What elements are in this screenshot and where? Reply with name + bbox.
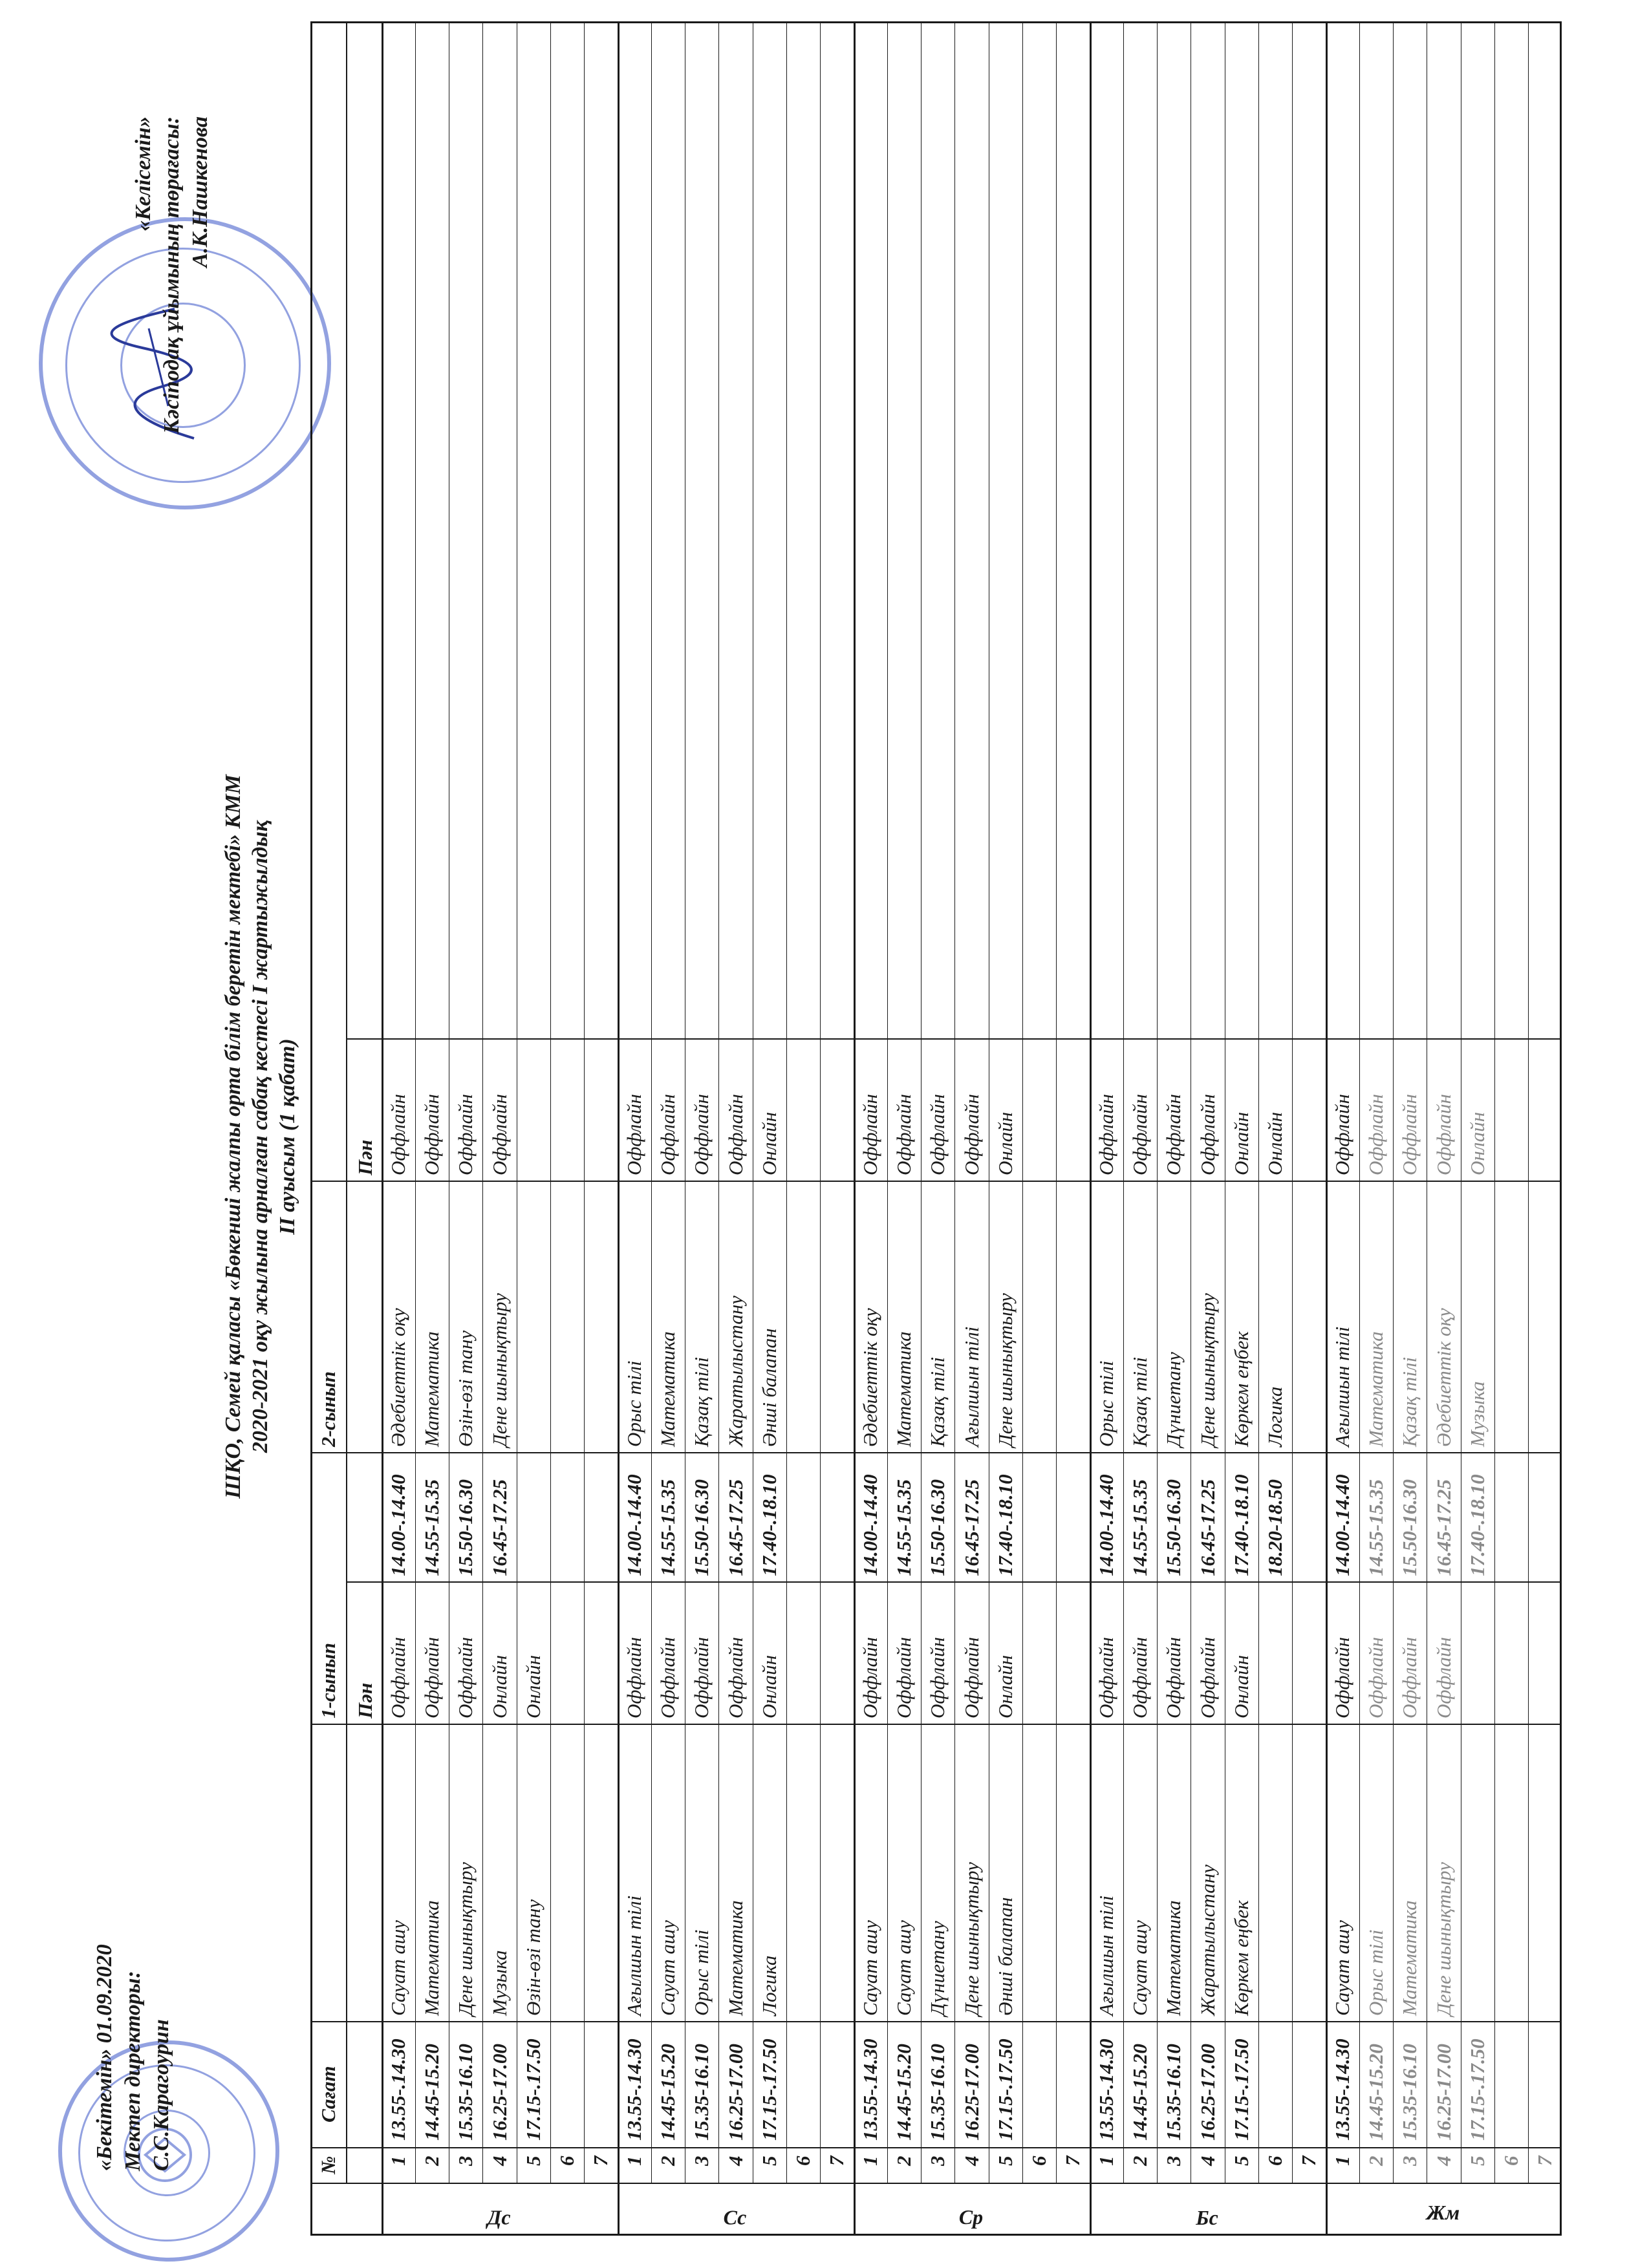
class-1-format: Оффлайн bbox=[1432, 1637, 1455, 1718]
class-1-format: Оффлайн bbox=[960, 1637, 983, 1718]
class-2-subject: Дүниетану bbox=[1162, 1352, 1185, 1447]
class-1-time: 16.25-17.00 bbox=[488, 2044, 511, 2141]
class-2-time: 16.45-17.25 bbox=[960, 1479, 983, 1576]
table-rule bbox=[382, 21, 383, 2236]
class-1-time: 16.25-17.00 bbox=[960, 2044, 983, 2141]
class-2-time: 14.00-.14.40 bbox=[1331, 1474, 1354, 1576]
class-1-time: 15.35-16.10 bbox=[1162, 2044, 1185, 2141]
class-2-format: Оффлайн bbox=[454, 1094, 477, 1175]
day-label: Сс bbox=[723, 2205, 746, 2229]
table-rule bbox=[1494, 21, 1495, 2184]
table-rule bbox=[310, 21, 1562, 23]
class-2-time: 14.00-.14.40 bbox=[387, 1474, 410, 1576]
table-rule bbox=[887, 21, 888, 2184]
class-1-time: 17.15-.17.50 bbox=[757, 2038, 781, 2141]
class-1-time: 17.15-.17.50 bbox=[1229, 2038, 1253, 2141]
row-number: 6 bbox=[1027, 2156, 1050, 2166]
class-1-format: Онлайн bbox=[521, 1654, 544, 1718]
table-rule bbox=[346, 21, 347, 2184]
class-2-format: Оффлайн bbox=[690, 1094, 713, 1175]
day-label: Дс bbox=[486, 2205, 511, 2229]
row-number: 1 bbox=[1331, 2156, 1354, 2166]
class-1-format: Оффлайн bbox=[1398, 1637, 1421, 1718]
class-2-time: 15.50-16.30 bbox=[1162, 1479, 1185, 1576]
row-number: 2 bbox=[892, 2156, 916, 2166]
class-1-subject: Жаратылыстану bbox=[1196, 1865, 1219, 2016]
table-rule bbox=[786, 21, 787, 2184]
class-1-subject: Әнші балапан bbox=[993, 1897, 1017, 2016]
row-number: 7 bbox=[1297, 2156, 1320, 2166]
header-no: № bbox=[317, 2156, 339, 2174]
class-1-subject: Ағылшын тілі bbox=[623, 1895, 646, 2016]
class-1-time: 16.25-17.00 bbox=[1196, 2044, 1219, 2141]
row-number: 4 bbox=[960, 2156, 983, 2166]
agree-line-2: Кәсіподақ ұйымының төрағасы: bbox=[160, 116, 184, 434]
class-2-subject: Әдебиеттік оқу bbox=[387, 1308, 410, 1447]
row-number: 2 bbox=[1364, 2156, 1388, 2166]
title-line-3: ІІ ауысым (1 қабат) bbox=[275, 1038, 299, 1235]
row-number: 4 bbox=[1432, 2156, 1455, 2166]
class-2-format: Оффлайн bbox=[488, 1094, 511, 1175]
approval-block bbox=[91, 1944, 176, 2171]
row-number: 6 bbox=[1263, 2156, 1286, 2166]
class-1-subject: Орыс тілі bbox=[690, 1929, 713, 2016]
approve-line-3: С.С.Карагоурин bbox=[149, 2019, 173, 2171]
class-2-format: Оффлайн bbox=[1095, 1094, 1118, 1175]
class-2-time: 16.45-17.25 bbox=[1196, 1479, 1219, 1576]
row-number: 5 bbox=[757, 2156, 781, 2166]
class-1-format: Оффлайн bbox=[926, 1637, 949, 1718]
table-rule bbox=[310, 2147, 1562, 2148]
class-1-format: Оффлайн bbox=[454, 1637, 477, 1718]
table-rule bbox=[954, 21, 955, 2184]
table-rule bbox=[584, 21, 585, 2184]
class-2-format: Онлайн bbox=[993, 1111, 1017, 1175]
table-rule bbox=[1393, 21, 1394, 2184]
class-2-time: 15.50-16.30 bbox=[454, 1479, 477, 1576]
table-rule bbox=[482, 21, 483, 2184]
row-number: 5 bbox=[1465, 2156, 1489, 2166]
class-2-format: Оффлайн bbox=[1432, 1094, 1455, 1175]
class-2-format: Оффлайн bbox=[960, 1094, 983, 1175]
class-2-format: Оффлайн bbox=[1162, 1094, 1185, 1175]
table-rule bbox=[346, 1581, 1562, 1583]
class-1-format: Оффлайн bbox=[859, 1637, 882, 1718]
class-1-subject: Дүниетану bbox=[926, 1921, 949, 2016]
table-rule bbox=[310, 2021, 1562, 2022]
class-1-format: Оффлайн bbox=[1364, 1637, 1388, 1718]
header-time: Сағат bbox=[317, 2066, 339, 2123]
table-rule bbox=[1056, 21, 1057, 2184]
class-1-time: 17.15-.17.50 bbox=[1465, 2038, 1489, 2141]
class-1-time: 14.45-15.20 bbox=[420, 2044, 444, 2141]
class-2-format: Оффлайн bbox=[387, 1094, 410, 1175]
header-subject-1: Пән bbox=[354, 1682, 376, 1718]
class-2-format: Оффлайн bbox=[1398, 1094, 1421, 1175]
row-number: 7 bbox=[1061, 2156, 1084, 2166]
class-2-time: 14.55-15.35 bbox=[1128, 1479, 1152, 1576]
class-1-time: 13.55-.14.30 bbox=[1095, 2038, 1118, 2141]
class-2-subject: Қазақ тілі bbox=[690, 1356, 713, 1447]
table-rule bbox=[310, 2183, 1562, 2184]
class-1-subject: Дене шынықтыру bbox=[960, 1862, 983, 2016]
class-2-format: Оффлайн bbox=[724, 1094, 747, 1175]
row-number: 1 bbox=[387, 2156, 410, 2166]
class-1-subject: Көркем еңбек bbox=[1229, 1900, 1253, 2016]
class-2-subject: Дене шынықтыру bbox=[1196, 1293, 1219, 1447]
class-1-time: 13.55-.14.30 bbox=[1331, 2038, 1354, 2141]
class-1-format: Оффлайн bbox=[387, 1637, 410, 1718]
class-1-subject: Өзін-өзі тану bbox=[521, 1899, 544, 2016]
class-1-format: Оффлайн bbox=[892, 1637, 916, 1718]
class-1-subject: Математика bbox=[420, 1900, 444, 2016]
class-2-subject: Жаратылыстану bbox=[724, 1296, 747, 1447]
class-2-time: 14.55-15.35 bbox=[420, 1479, 444, 1576]
class-1-time: 14.45-15.20 bbox=[892, 2044, 916, 2141]
class-1-format: Оффлайн bbox=[1162, 1637, 1185, 1718]
row-number: 7 bbox=[1533, 2156, 1556, 2166]
row-number: 3 bbox=[690, 2156, 713, 2166]
row-number: 7 bbox=[588, 2156, 612, 2166]
class-2-time: 17.40-.18.10 bbox=[1229, 1474, 1253, 1576]
class-2-format: Оффлайн bbox=[1331, 1094, 1354, 1175]
class-1-subject: Сауат ашу bbox=[1128, 1920, 1152, 2016]
class-1-format: Оффлайн bbox=[1196, 1637, 1219, 1718]
class-1-subject: Орыс тілі bbox=[1364, 1929, 1388, 2016]
class-2-subject: Қазақ тілі bbox=[926, 1356, 949, 1447]
class-2-subject: Математика bbox=[420, 1331, 444, 1447]
table-rule bbox=[618, 21, 620, 2236]
class-1-time: 13.55-.14.30 bbox=[623, 2038, 646, 2141]
class-1-format: Оффлайн bbox=[656, 1637, 680, 1718]
class-2-time: 16.45-17.25 bbox=[488, 1479, 511, 1576]
class-2-format: Оффлайн bbox=[420, 1094, 444, 1175]
class-1-format: Онлайн bbox=[757, 1654, 781, 1718]
class-2-time: 14.00-.14.40 bbox=[623, 1474, 646, 1576]
approve-line-1: «Бекітемін» 01.09.2020 bbox=[92, 1944, 116, 2171]
timetable bbox=[310, 21, 1562, 2236]
class-2-subject: Математика bbox=[1364, 1331, 1388, 1447]
row-number: 6 bbox=[555, 2156, 578, 2166]
class-2-time: 14.55-15.35 bbox=[656, 1479, 680, 1576]
class-2-subject: Логика bbox=[1263, 1386, 1286, 1447]
class-1-format: Онлайн bbox=[488, 1654, 511, 1718]
class-2-time: 15.50-16.30 bbox=[690, 1479, 713, 1576]
table-rule bbox=[415, 21, 416, 2184]
table-rule bbox=[1292, 21, 1293, 2184]
class-2-subject: Дене шынықтыру bbox=[488, 1293, 511, 1447]
row-number: 1 bbox=[859, 2156, 882, 2166]
row-number: 1 bbox=[1095, 2156, 1118, 2166]
row-number: 3 bbox=[1162, 2156, 1185, 2166]
table-rule bbox=[550, 21, 551, 2184]
table-rule bbox=[820, 21, 821, 2184]
table-rule bbox=[1022, 21, 1023, 2184]
title-line-2: 2020-2021 оқу жылына арналған сабақ кестесі І жартыжылдық bbox=[248, 820, 272, 1453]
class-2-time: 14.55-15.35 bbox=[1364, 1479, 1388, 1576]
row-number: 4 bbox=[1196, 2156, 1219, 2166]
class-2-format: Оффлайн bbox=[926, 1094, 949, 1175]
table-rule bbox=[718, 21, 719, 2184]
class-1-subject: Сауат ашу bbox=[387, 1920, 410, 2016]
class-2-time: 18.20-18.50 bbox=[1263, 1479, 1286, 1576]
row-number: 5 bbox=[993, 2156, 1017, 2166]
class-1-time: 14.45-15.20 bbox=[1128, 2044, 1152, 2141]
class-1-format: Оффлайн bbox=[623, 1637, 646, 1718]
row-number: 4 bbox=[724, 2156, 747, 2166]
class-2-format: Онлайн bbox=[757, 1111, 781, 1175]
class-2-subject: Қазақ тілі bbox=[1398, 1356, 1421, 1447]
table-rule bbox=[1123, 21, 1124, 2184]
class-2-format: Оффлайн bbox=[1128, 1094, 1152, 1175]
class-1-format: Оффлайн bbox=[1095, 1637, 1118, 1718]
class-1-format: Оффлайн bbox=[724, 1637, 747, 1718]
class-2-time: 17.40-.18.10 bbox=[757, 1474, 781, 1576]
class-1-format: Онлайн bbox=[1229, 1654, 1253, 1718]
row-number: 7 bbox=[824, 2156, 848, 2166]
class-1-time: 14.45-15.20 bbox=[656, 2044, 680, 2141]
table-rule bbox=[651, 21, 652, 2184]
class-2-format: Оффлайн bbox=[623, 1094, 646, 1175]
document-title bbox=[220, 587, 301, 1686]
table-rule bbox=[1326, 21, 1328, 2236]
class-2-subject: Математика bbox=[656, 1331, 680, 1447]
row-number: 4 bbox=[488, 2156, 511, 2166]
class-1-subject: Математика bbox=[724, 1900, 747, 2016]
table-rule bbox=[310, 1181, 1562, 1182]
table-rule bbox=[310, 2234, 1562, 2236]
class-2-subject: Орыс тілі bbox=[623, 1360, 646, 1447]
class-1-subject: Математика bbox=[1162, 1900, 1185, 2016]
class-2-time: 15.50-16.30 bbox=[926, 1479, 949, 1576]
row-number: 3 bbox=[454, 2156, 477, 2166]
class-2-format: Онлайн bbox=[1465, 1111, 1489, 1175]
class-2-time: 17.40-.18.10 bbox=[1465, 1474, 1489, 1576]
row-number: 5 bbox=[521, 2156, 544, 2166]
class-2-format: Онлайн bbox=[1229, 1111, 1253, 1175]
class-1-format: Онлайн bbox=[993, 1654, 1017, 1718]
class-1-subject: Ағылшын тілі bbox=[1095, 1895, 1118, 2016]
class-2-time: 14.00-.14.40 bbox=[859, 1474, 882, 1576]
class-2-subject: Әнші балапан bbox=[757, 1328, 781, 1447]
class-1-time: 16.25-17.00 bbox=[724, 2044, 747, 2141]
class-1-format: Оффлайн bbox=[1128, 1637, 1152, 1718]
class-2-format: Онлайн bbox=[1263, 1111, 1286, 1175]
class-2-subject: Орыс тілі bbox=[1095, 1360, 1118, 1447]
class-2-time: 14.00-.14.40 bbox=[1095, 1474, 1118, 1576]
class-2-subject: Музыка bbox=[1465, 1381, 1489, 1447]
class-2-subject: Әдебиеттік оқу bbox=[1432, 1308, 1455, 1447]
table-rule bbox=[346, 1038, 1562, 1040]
approve-line-2: Мектеп директоры: bbox=[121, 1971, 145, 2171]
row-number: 1 bbox=[623, 2156, 646, 2166]
class-2-format: Оффлайн bbox=[1364, 1094, 1388, 1175]
row-number: 6 bbox=[1499, 2156, 1522, 2166]
table-rule bbox=[1157, 21, 1158, 2184]
table-rule bbox=[310, 21, 312, 2236]
row-number: 3 bbox=[1398, 2156, 1421, 2166]
day-label: Бс bbox=[1195, 2206, 1218, 2230]
class-2-time: 16.45-17.25 bbox=[724, 1479, 747, 1576]
agreement-block bbox=[129, 116, 215, 517]
row-number: 2 bbox=[656, 2156, 680, 2166]
row-number: 2 bbox=[1128, 2156, 1152, 2166]
class-2-format: Оффлайн bbox=[859, 1094, 882, 1175]
class-1-subject: Сауат ашу bbox=[892, 1920, 916, 2016]
class-1-time: 15.35-16.10 bbox=[926, 2044, 949, 2141]
table-rule bbox=[1359, 21, 1360, 2184]
table-rule bbox=[1560, 21, 1562, 2236]
class-2-time: 16.45-17.25 bbox=[1432, 1479, 1455, 1576]
class-1-subject: Логика bbox=[757, 1955, 781, 2016]
class-2-subject: Ағылшын тілі bbox=[1331, 1326, 1354, 1447]
class-1-subject: Сауат ашу bbox=[656, 1920, 680, 2016]
class-1-subject: Сауат ашу bbox=[859, 1920, 882, 2016]
class-1-time: 17.15-.17.50 bbox=[993, 2038, 1017, 2141]
class-1-time: 17.15-.17.50 bbox=[521, 2038, 544, 2141]
class-1-format: Оффлайн bbox=[690, 1637, 713, 1718]
class-1-time: 13.55-.14.30 bbox=[387, 2038, 410, 2141]
class-1-subject: Математика bbox=[1398, 1900, 1421, 2016]
header-class-1: 1-сынып bbox=[317, 1642, 339, 1718]
class-1-format: Оффлайн bbox=[420, 1637, 444, 1718]
class-1-subject: Дене шынықтыру bbox=[1432, 1862, 1455, 2016]
table-rule bbox=[1258, 21, 1259, 2184]
class-2-subject: Қазақ тілі bbox=[1128, 1356, 1152, 1447]
table-rule bbox=[310, 1724, 1562, 1725]
class-1-time: 15.35-16.10 bbox=[454, 2044, 477, 2141]
day-label: Ср bbox=[958, 2205, 983, 2229]
agree-line-1: «Келісемін» bbox=[131, 116, 155, 231]
table-rule bbox=[310, 1452, 1562, 1453]
class-1-format: Оффлайн bbox=[1331, 1637, 1354, 1718]
class-2-subject: Ағылшын тілі bbox=[960, 1326, 983, 1447]
class-1-time: 15.35-16.10 bbox=[1398, 2044, 1421, 2141]
class-1-time: 14.45-15.20 bbox=[1364, 2044, 1388, 2141]
table-rule bbox=[854, 21, 856, 2236]
class-2-format: Оффлайн bbox=[1196, 1094, 1219, 1175]
row-number: 3 bbox=[926, 2156, 949, 2166]
class-2-format: Оффлайн bbox=[656, 1094, 680, 1175]
class-2-subject: Әдебиеттік оқу bbox=[859, 1308, 882, 1447]
title-line-1: ШҚО, Семей қаласы «Бөкенші жалпы орта білім беретін мектебі» КММ bbox=[221, 775, 245, 1499]
class-2-time: 14.55-15.35 bbox=[892, 1479, 916, 1576]
class-1-subject: Музыка bbox=[488, 1950, 511, 2016]
class-1-time: 15.35-16.10 bbox=[690, 2044, 713, 2141]
header-class-2: 2-сынып bbox=[317, 1371, 339, 1447]
class-2-subject: Дене шынықтыру bbox=[993, 1293, 1017, 1447]
row-number: 5 bbox=[1229, 2156, 1253, 2166]
row-number: 2 bbox=[420, 2156, 444, 2166]
class-1-subject: Сауат ашу bbox=[1331, 1920, 1354, 2016]
class-2-time: 17.40-.18.10 bbox=[993, 1474, 1017, 1576]
table-rule bbox=[1090, 21, 1092, 2236]
class-2-time: 15.50-16.30 bbox=[1398, 1479, 1421, 1576]
row-number: 6 bbox=[791, 2156, 814, 2166]
table-rule bbox=[1528, 21, 1529, 2184]
class-2-format: Оффлайн bbox=[892, 1094, 916, 1175]
header-subject-2: Пән bbox=[354, 1139, 376, 1175]
class-1-time: 13.55-.14.30 bbox=[859, 2038, 882, 2141]
class-2-subject: Көркем еңбек bbox=[1229, 1331, 1253, 1447]
class-1-time: 16.25-17.00 bbox=[1432, 2044, 1455, 2141]
class-1-subject: Дене шынықтыру bbox=[454, 1862, 477, 2016]
agree-line-3: А.К.Нашкенова bbox=[188, 116, 212, 268]
day-label: Жм bbox=[1426, 2200, 1460, 2224]
class-2-subject: Өзін-өзі тану bbox=[454, 1330, 477, 1447]
class-2-subject: Математика bbox=[892, 1331, 916, 1447]
